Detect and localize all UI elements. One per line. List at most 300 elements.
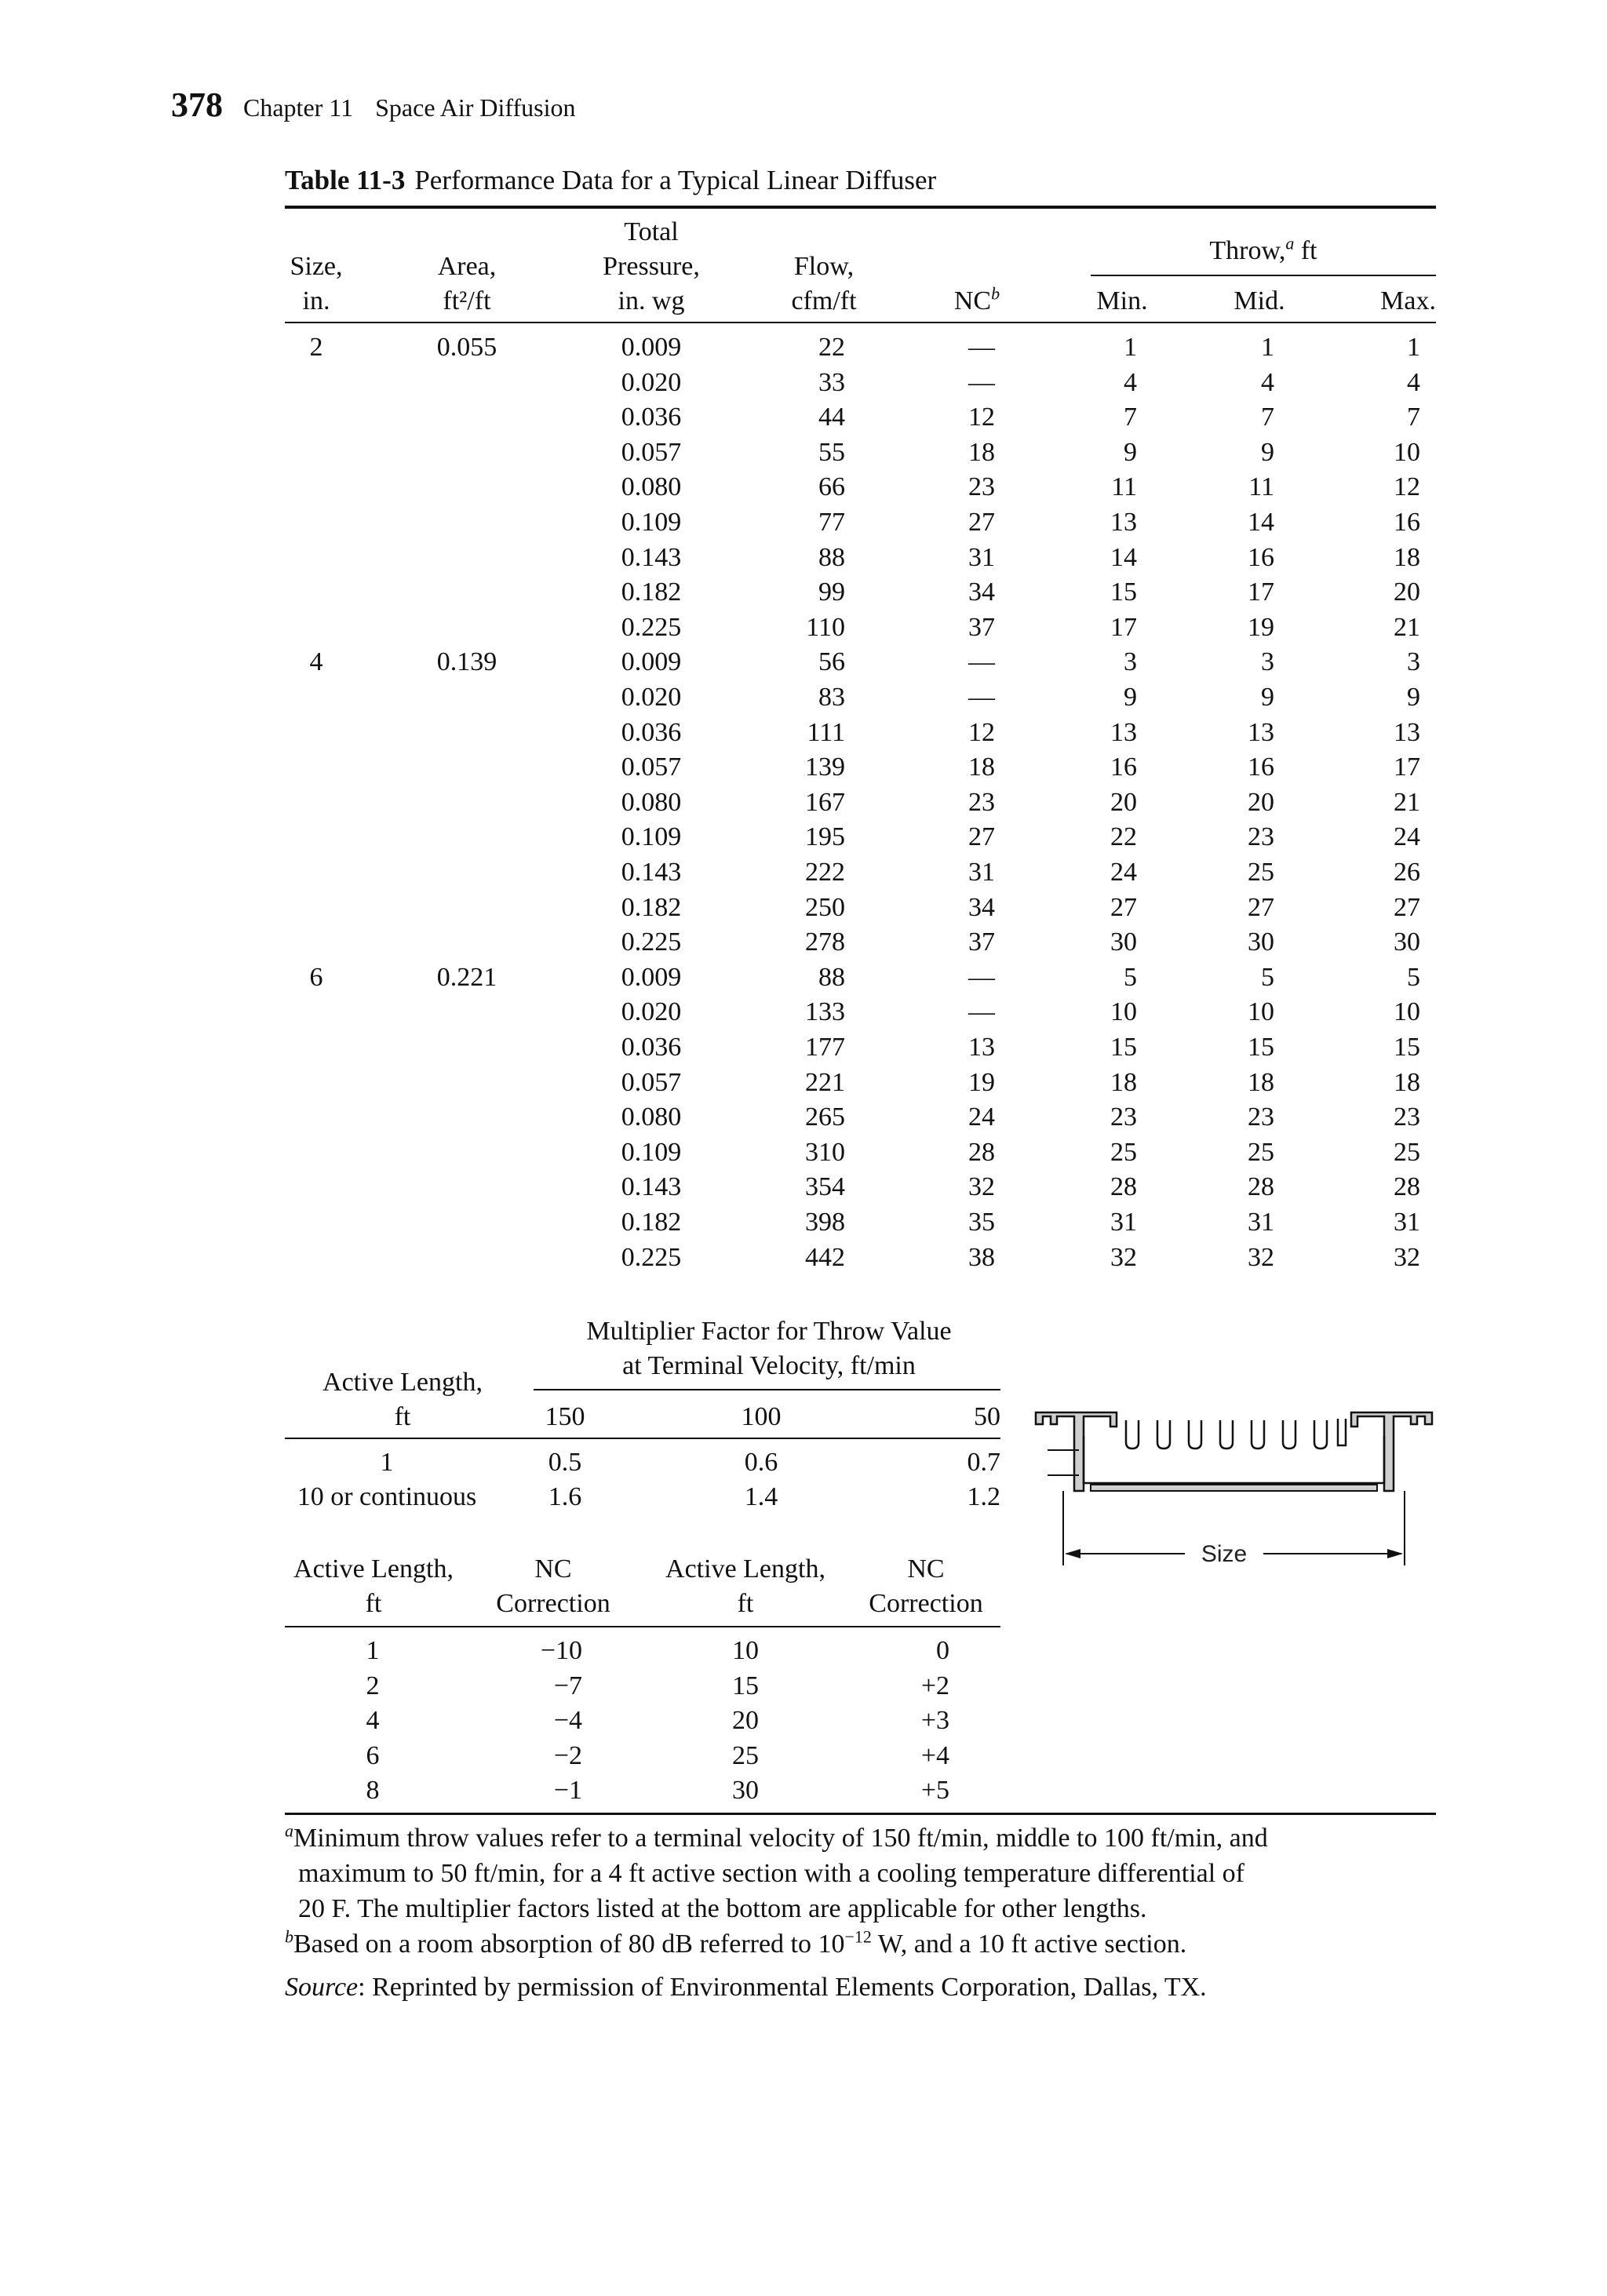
- flow-cell: 354: [805, 1172, 845, 1202]
- throw-min-cell: 32: [1110, 1242, 1137, 1272]
- area-cell: [416, 366, 518, 400]
- nc-corr1-cell: −2: [553, 1740, 582, 1770]
- area-cell: [416, 1170, 518, 1204]
- pressure-cell: 0.057: [621, 1067, 682, 1097]
- size-cell: 2: [309, 333, 323, 362]
- mult-50-cell: 0.7: [967, 1448, 1000, 1477]
- throw-mid-cell: 10: [1248, 997, 1274, 1027]
- pressure-cell: 0.080: [621, 472, 682, 502]
- flow-cell: 442: [805, 1242, 845, 1272]
- footnote-a: $^a$Minimum throw values refer to a terminal velocity of 150 ft/min, middle to 100 ft/min, and maximum to 50 ft/min, for a 4 ft active section with a cooling temperature differential of 20 F. The multiplier factors listed at the bottom are applicable for other lengths.: [285, 1820, 1268, 1923]
- size-cell: 4: [309, 647, 323, 677]
- flow-cell: 265: [805, 1102, 845, 1132]
- nc-len2-cell: 20: [732, 1706, 759, 1736]
- nc-cell: 31: [968, 858, 995, 887]
- flow-cell: 195: [805, 822, 845, 852]
- throw-mid-cell: 9: [1261, 683, 1274, 712]
- table-row: [0, 1669, 1607, 1704]
- throw-max-cell: 27: [1394, 892, 1420, 922]
- throw-min-header: Min.: [1096, 286, 1148, 315]
- throw-min-cell: 14: [1110, 542, 1137, 572]
- nc-corr1-cell: −4: [553, 1706, 582, 1736]
- area-cell: [416, 1241, 518, 1275]
- area-cell: [416, 1205, 518, 1240]
- throw-min-cell: 13: [1110, 508, 1137, 537]
- nc-len1-cell: 2: [366, 1671, 380, 1700]
- throw-max-cell: 3: [1407, 647, 1420, 677]
- throw-mid-header: Mid.: [1233, 286, 1285, 315]
- flow-cell: 177: [805, 1033, 845, 1062]
- throw-max-cell: 18: [1394, 1067, 1420, 1097]
- table-row: [0, 1170, 1607, 1204]
- throw-min-cell: 7: [1124, 403, 1137, 432]
- throw-max-cell: 15: [1394, 1033, 1420, 1062]
- table-row: [0, 891, 1607, 925]
- nc-len2-cell: 15: [732, 1671, 759, 1700]
- area-cell: [416, 505, 518, 540]
- area-cell: [416, 820, 518, 855]
- nc-corr1-cell: −7: [553, 1671, 582, 1700]
- area-cell: [416, 855, 518, 890]
- throw-max-cell: 17: [1394, 753, 1420, 782]
- throw-min-cell: 23: [1110, 1102, 1137, 1132]
- pressure-cell: 0.182: [621, 578, 682, 607]
- throw-mid-cell: 30: [1248, 928, 1274, 957]
- throw-mid-cell: 7: [1261, 403, 1274, 432]
- area-header: Area, ft²/ft: [437, 252, 497, 315]
- table-title-text: Performance Data for a Typical Linear Diffuser: [414, 165, 937, 195]
- size-cell: [285, 925, 348, 960]
- throw-mid-cell: 13: [1248, 717, 1274, 747]
- flow-cell: 56: [818, 647, 845, 677]
- area-cell: [416, 995, 518, 1030]
- nc-corr1-cell: −1: [553, 1776, 582, 1806]
- table-row: [0, 1241, 1607, 1275]
- throw-min-cell: 31: [1110, 1208, 1137, 1237]
- flow-cell: 110: [806, 612, 845, 642]
- nc-corr2-cell: +3: [920, 1706, 949, 1736]
- area-cell: [416, 1066, 518, 1100]
- size-cell: [285, 1030, 348, 1065]
- mult-group-header: Multiplier Factor for Throw Value at Terminal Velocity, ft/min: [586, 1317, 952, 1380]
- mult-group-rule: [534, 1389, 1000, 1390]
- nc-cell: 19: [968, 1067, 995, 1097]
- pressure-cell: 0.020: [621, 997, 682, 1027]
- nc-corr2-header: NC Correction: [869, 1554, 983, 1618]
- throw-min-cell: 18: [1110, 1067, 1137, 1097]
- mult-50-cell: 1.2: [967, 1482, 1000, 1511]
- throw-max-cell: 5: [1407, 962, 1420, 992]
- pressure-cell: 0.143: [621, 858, 682, 887]
- footnote-b: $^b$Based on a room absorption of 80 dB referred to $10^{-12}$ W, and a 10 ft active section.: [285, 1926, 1187, 1959]
- pressure-cell: 0.143: [621, 1172, 682, 1202]
- throw-min-cell: 10: [1110, 997, 1137, 1027]
- size-cell: [285, 716, 348, 750]
- throw-mid-cell: 16: [1248, 753, 1274, 782]
- throw-mid-cell: 4: [1261, 367, 1274, 397]
- pressure-cell: 0.020: [621, 367, 682, 397]
- throw-max-cell: 23: [1394, 1102, 1420, 1132]
- throw-mid-cell: 25: [1248, 858, 1274, 887]
- flow-cell: 133: [805, 997, 845, 1027]
- table-row: [0, 1634, 1607, 1668]
- area-cell: [416, 891, 518, 925]
- velocity-150-header: 150: [545, 1402, 585, 1431]
- flow-cell: 250: [805, 892, 845, 922]
- table-row: [0, 366, 1607, 400]
- nc-cell: 18: [968, 753, 995, 782]
- nc-cell: 23: [968, 787, 995, 817]
- pressure-cell: 0.057: [621, 437, 682, 467]
- area-cell: [416, 470, 518, 505]
- mult-length-header: Active Length, ft: [322, 1368, 483, 1431]
- page-header: [171, 85, 575, 125]
- mult-100-cell: 1.4: [744, 1482, 778, 1511]
- table-row: [0, 1030, 1607, 1065]
- size-cell: [285, 470, 348, 505]
- size-cell: [285, 1241, 348, 1275]
- area-cell: [416, 716, 518, 750]
- pressure-cell: 0.009: [621, 647, 682, 677]
- size-cell: [285, 610, 348, 645]
- table-label: Table 11-3: [285, 165, 406, 195]
- table-row: [0, 610, 1607, 645]
- pressure-cell: 0.036: [621, 403, 682, 432]
- nc-len1-cell: 4: [366, 1706, 380, 1736]
- size-cell: [285, 785, 348, 820]
- throw-mid-cell: 15: [1248, 1033, 1274, 1062]
- throw-min-cell: 24: [1110, 858, 1137, 887]
- pressure-cell: 0.182: [621, 1208, 682, 1237]
- nc-len2-cell: 10: [732, 1636, 759, 1665]
- pressure-cell: 0.109: [621, 822, 682, 852]
- throw-max-cell: 12: [1394, 472, 1420, 502]
- diffuser-diagram-svg: [1032, 1397, 1436, 1589]
- throw-mid-cell: 27: [1248, 892, 1274, 922]
- table-row: [0, 470, 1607, 505]
- nc-cell: —: [968, 997, 995, 1027]
- pressure-cell: 0.036: [621, 717, 682, 747]
- throw-max-cell: 18: [1394, 542, 1420, 572]
- mult-100-cell: 0.6: [744, 1448, 778, 1477]
- flow-cell: 77: [818, 508, 845, 537]
- nc-len2-header: Active Length, ft: [665, 1554, 825, 1618]
- throw-min-cell: 27: [1110, 892, 1137, 922]
- nc-cell: 28: [968, 1137, 995, 1167]
- size-cell: 6: [309, 962, 323, 992]
- throw-max-cell: 7: [1407, 403, 1420, 432]
- size-cell: [285, 575, 348, 610]
- size-cell: [285, 541, 348, 575]
- page-number: 378: [171, 86, 223, 124]
- nc-corr1-header: NC Correction: [496, 1554, 610, 1618]
- pressure-cell: 0.057: [621, 753, 682, 782]
- throw-max-cell: 10: [1394, 997, 1420, 1027]
- throw-mid-cell: 18: [1248, 1067, 1274, 1097]
- throw-max-cell: 1: [1407, 333, 1420, 362]
- pressure-cell: 0.225: [621, 612, 682, 642]
- table-row: [0, 1205, 1607, 1240]
- area-cell: [416, 785, 518, 820]
- throw-max-cell: 10: [1394, 437, 1420, 467]
- nc-cell: 32: [968, 1172, 995, 1202]
- nc-len1-cell: 8: [366, 1776, 380, 1806]
- size-cell: [285, 891, 348, 925]
- throw-min-cell: 28: [1110, 1172, 1137, 1202]
- nc-len1-header: Active Length, ft: [293, 1554, 454, 1618]
- table-row: [0, 820, 1607, 855]
- nc-header-rule: [285, 1626, 1000, 1627]
- throw-mid-cell: 5: [1261, 962, 1274, 992]
- table-row: [0, 995, 1607, 1030]
- nc-corr2-cell: +2: [920, 1671, 949, 1700]
- nc-len1-cell: 6: [366, 1740, 380, 1770]
- size-dimension-label: Size: [1201, 1541, 1248, 1567]
- table-row: [0, 716, 1607, 750]
- chapter-title: Space Air Diffusion: [375, 93, 576, 122]
- flow-cell: 222: [805, 858, 845, 887]
- flow-cell: 111: [807, 717, 845, 747]
- throw-min-cell: 9: [1124, 437, 1137, 467]
- throw-max-cell: 28: [1394, 1172, 1420, 1202]
- flow-cell: 55: [818, 437, 845, 467]
- table-row: [0, 925, 1607, 960]
- nc-cell: 12: [968, 717, 995, 747]
- area-cell: [416, 575, 518, 610]
- throw-max-cell: 26: [1394, 858, 1420, 887]
- throw-max-cell: 31: [1394, 1208, 1420, 1237]
- size-cell: [285, 680, 348, 715]
- throw-min-cell: 9: [1124, 683, 1137, 712]
- flow-cell: 167: [805, 787, 845, 817]
- throw-max-cell: 16: [1394, 508, 1420, 537]
- table-row: [0, 645, 1607, 680]
- mult-150-cell: 0.5: [548, 1448, 582, 1477]
- nc-corr2-cell: 0: [936, 1636, 949, 1665]
- velocity-50-header: 50: [974, 1402, 1000, 1431]
- nc-cell: 31: [968, 542, 995, 572]
- nc-cell: 34: [968, 578, 995, 607]
- nc-header: $NC^b$: [953, 283, 1000, 315]
- nc-cell: 27: [968, 508, 995, 537]
- throw-min-cell: 25: [1110, 1137, 1137, 1167]
- velocity-100-header: 100: [741, 1402, 782, 1431]
- throw-mid-cell: 1: [1261, 333, 1274, 362]
- flow-cell: 88: [818, 962, 845, 992]
- top-rule: [285, 206, 1436, 209]
- nc-len2-cell: 30: [732, 1776, 759, 1806]
- nc-cell: 13: [968, 1033, 995, 1062]
- throw-rule: [1091, 275, 1436, 276]
- nc-corr1-cell: −10: [540, 1636, 582, 1665]
- throw-mid-cell: 9: [1261, 437, 1274, 467]
- nc-cell: 12: [968, 403, 995, 432]
- throw-mid-cell: 23: [1248, 1102, 1274, 1132]
- table-row: [0, 1739, 1607, 1773]
- flow-cell: 139: [805, 753, 845, 782]
- flow-cell: 44: [818, 403, 845, 432]
- size-cell: [285, 820, 348, 855]
- throw-max-header: Max.: [1380, 286, 1436, 315]
- area-cell: [416, 1100, 518, 1135]
- flow-cell: 398: [805, 1208, 845, 1237]
- size-cell: [285, 1205, 348, 1240]
- table-row: [0, 330, 1607, 365]
- flow-cell: 310: [805, 1137, 845, 1167]
- throw-mid-cell: 31: [1248, 1208, 1274, 1237]
- throw-min-cell: 4: [1124, 367, 1137, 397]
- pressure-cell: 0.109: [621, 508, 682, 537]
- area-cell: [416, 1135, 518, 1170]
- table-row: [0, 680, 1607, 715]
- size-cell: [285, 750, 348, 785]
- table-row: [0, 505, 1607, 540]
- nc-len2-cell: 25: [732, 1740, 759, 1770]
- throw-min-cell: 30: [1110, 928, 1137, 957]
- table-row: [0, 541, 1607, 575]
- throw-min-cell: 15: [1110, 578, 1137, 607]
- throw-min-cell: 1: [1124, 333, 1137, 362]
- pressure-cell: 0.009: [621, 962, 682, 992]
- mult-150-cell: 1.6: [548, 1482, 582, 1511]
- flow-cell: 66: [818, 472, 845, 502]
- mult-header-rule: [285, 1438, 1000, 1439]
- size-cell: [285, 1066, 348, 1100]
- throw-max-cell: 30: [1394, 928, 1420, 957]
- nc-cell: —: [968, 333, 995, 362]
- throw-min-cell: 11: [1111, 472, 1137, 502]
- size-cell: [285, 1135, 348, 1170]
- table-row: [0, 1135, 1607, 1170]
- nc-corr2-cell: +4: [920, 1740, 949, 1770]
- pressure-cell: 0.009: [621, 333, 682, 362]
- size-cell: [285, 855, 348, 890]
- nc-cell: 34: [968, 892, 995, 922]
- throw-mid-cell: 14: [1248, 508, 1274, 537]
- nc-cell: —: [968, 647, 995, 677]
- nc-cell: 37: [968, 612, 995, 642]
- throw-mid-cell: 32: [1248, 1242, 1274, 1272]
- header-rule: [285, 322, 1436, 323]
- throw-min-cell: 17: [1110, 612, 1137, 642]
- mult-length-cell: 1: [380, 1448, 394, 1477]
- pressure-cell: 0.109: [621, 1137, 682, 1167]
- flow-cell: 22: [818, 333, 845, 362]
- source-note: Source: Reprinted by permission of Environmental Elements Corporation, Dallas, TX.: [285, 1973, 1207, 2002]
- throw-max-cell: 32: [1394, 1242, 1420, 1272]
- area-cell: [416, 925, 518, 960]
- nc-cell: —: [968, 683, 995, 712]
- table-row: [0, 750, 1607, 785]
- area-cell: [416, 610, 518, 645]
- throw-max-cell: 20: [1394, 578, 1420, 607]
- area-cell: [416, 750, 518, 785]
- flow-cell: 88: [818, 542, 845, 572]
- table-title: [285, 165, 936, 196]
- flow-cell: 221: [805, 1067, 845, 1097]
- size-cell: [285, 1170, 348, 1204]
- nc-cell: 27: [968, 822, 995, 852]
- nc-cell: 23: [968, 472, 995, 502]
- flow-cell: 33: [818, 367, 845, 397]
- flow-cell: 99: [818, 578, 845, 607]
- table-row: [0, 400, 1607, 435]
- chapter-label: Chapter 11: [243, 93, 354, 122]
- throw-mid-cell: 11: [1248, 472, 1274, 502]
- table-row: [0, 1066, 1607, 1100]
- nc-cell: 35: [968, 1208, 995, 1237]
- mult-length-cell: 10 or continuous: [297, 1482, 477, 1511]
- area-cell: [416, 541, 518, 575]
- throw-min-cell: 16: [1110, 753, 1137, 782]
- table-row: [0, 1773, 1607, 1808]
- area-cell: [416, 680, 518, 715]
- table-row: [0, 575, 1607, 610]
- size-cell: [285, 995, 348, 1030]
- nc-corr2-cell: +5: [920, 1776, 949, 1806]
- pressure-cell: 0.080: [621, 787, 682, 817]
- pressure-cell: 0.182: [621, 892, 682, 922]
- bottom-rule: [285, 1813, 1436, 1815]
- area-cell: 0.055: [436, 333, 497, 362]
- throw-min-cell: 5: [1124, 962, 1137, 992]
- throw-max-cell: 21: [1394, 787, 1420, 817]
- pressure-cell: 0.225: [621, 928, 682, 957]
- throw-max-cell: 24: [1394, 822, 1420, 852]
- table-row: [0, 436, 1607, 470]
- table-row: [0, 1100, 1607, 1135]
- table-row: [0, 960, 1607, 995]
- throw-max-cell: 13: [1394, 717, 1420, 747]
- throw-mid-cell: 20: [1248, 787, 1274, 817]
- area-cell: 0.221: [436, 962, 497, 992]
- throw-max-cell: 4: [1407, 367, 1420, 397]
- pressure-header: Total Pressure, in. wg: [603, 217, 700, 315]
- size-cell: [285, 366, 348, 400]
- pressure-cell: 0.143: [621, 542, 682, 572]
- area-cell: 0.139: [436, 647, 497, 677]
- size-cell: [285, 1100, 348, 1135]
- size-cell: [285, 505, 348, 540]
- size-cell: [285, 436, 348, 470]
- throw-mid-cell: 25: [1248, 1137, 1274, 1167]
- table-row: [0, 1704, 1607, 1738]
- pressure-cell: 0.080: [621, 1102, 682, 1132]
- flow-cell: 278: [805, 928, 845, 957]
- diffuser-cross-section-diagram: [1032, 1397, 1436, 1589]
- nc-cell: 37: [968, 928, 995, 957]
- nc-len1-cell: 1: [366, 1636, 380, 1665]
- nc-cell: —: [968, 962, 995, 992]
- throw-mid-cell: 3: [1261, 647, 1274, 677]
- nc-cell: 18: [968, 437, 995, 467]
- throw-header: Throw,$^a$ ft: [1209, 233, 1317, 265]
- pressure-cell: 0.225: [621, 1242, 682, 1272]
- area-cell: [416, 1030, 518, 1065]
- table-row: [0, 785, 1607, 820]
- throw-min-cell: 22: [1110, 822, 1137, 852]
- nc-cell: 24: [968, 1102, 995, 1132]
- throw-min-cell: 13: [1110, 717, 1137, 747]
- throw-max-cell: 21: [1394, 612, 1420, 642]
- throw-min-cell: 3: [1124, 647, 1137, 677]
- nc-cell: 38: [968, 1242, 995, 1272]
- size-cell: [285, 400, 348, 435]
- size-header: Size, in.: [290, 252, 343, 315]
- pressure-cell: 0.036: [621, 1033, 682, 1062]
- nc-cell: —: [968, 367, 995, 397]
- throw-mid-cell: 28: [1248, 1172, 1274, 1202]
